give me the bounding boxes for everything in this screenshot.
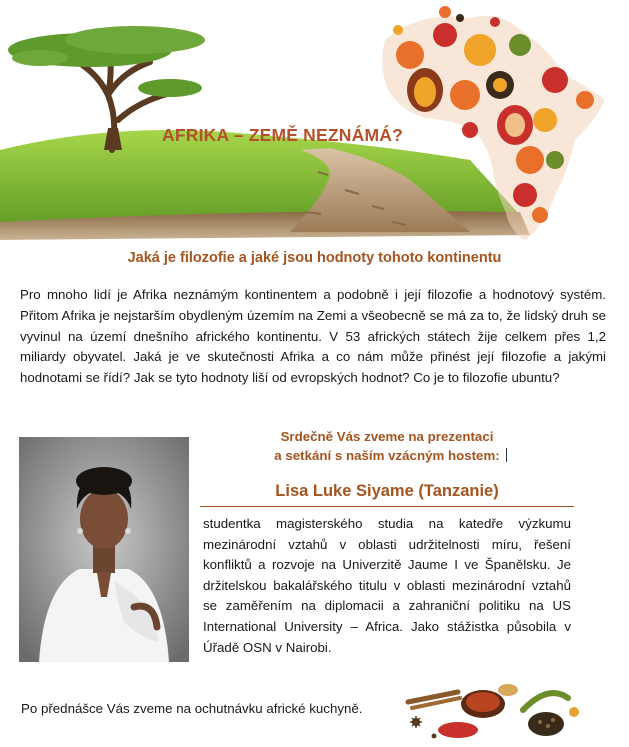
spices-illustration <box>398 680 588 742</box>
closing-note: Po přednášce Vás zveme na ochutnávku africké kuchyně. <box>21 701 363 716</box>
intro-paragraph: Pro mnoho lidí je Afrika neznámým kontinentem a podobně i její filozofie a hodnotový systém. Přitom Afrika je nejstarším obydleným územím na Zemi a všeobecně se má za to, že lidský druh se vyvinul na území dnešního afrického kontinentu. V 53 afrických státech žije celkem přes 1,2 miliardy obyvatel. Jaká je ve skutečnosti Afrika a co nám může přinést její filozofie a jakými hodnotami se řídí? Jak se tyto hodnoty liší od evropských hodnot? Co je to filozofie ubuntu? <box>20 287 606 386</box>
invitation-line-1: Srdečně Vás zveme na prezentaci <box>280 429 494 444</box>
page-title: AFRIKA – ZEMĚ NEZNÁMÁ? <box>162 125 403 145</box>
guest-name: Lisa Luke Siyame (Tanzanie) <box>275 482 499 500</box>
guest-bio: studentka magisterského studia na katedře výzkumu mezinárodní vztahů v oblasti udržitelnosti míru, řešení konfliktů a rozvoje na Univerzitě Jaume I ve Španělsku. Je držitelskou bakalářského titulu v oblasti mezinárodní vztahů se zaměřením na diplomacii a zahraniční politiku na US International University – Africa. Jako stážistka působila v Úřadě OSN v Nairobi. <box>203 516 571 655</box>
divider <box>200 506 574 507</box>
invitation-line-2: a setkání s naším vzácným hostem: <box>274 448 500 463</box>
section-heading: Jaká je filozofie a jaké jsou hodnoty tohoto kontinentu <box>127 250 502 266</box>
header-banner <box>0 0 629 245</box>
guest-photo <box>19 437 189 662</box>
text-cursor <box>506 448 507 462</box>
landscape-illustration <box>0 0 629 245</box>
invitation-text <box>262 427 512 465</box>
